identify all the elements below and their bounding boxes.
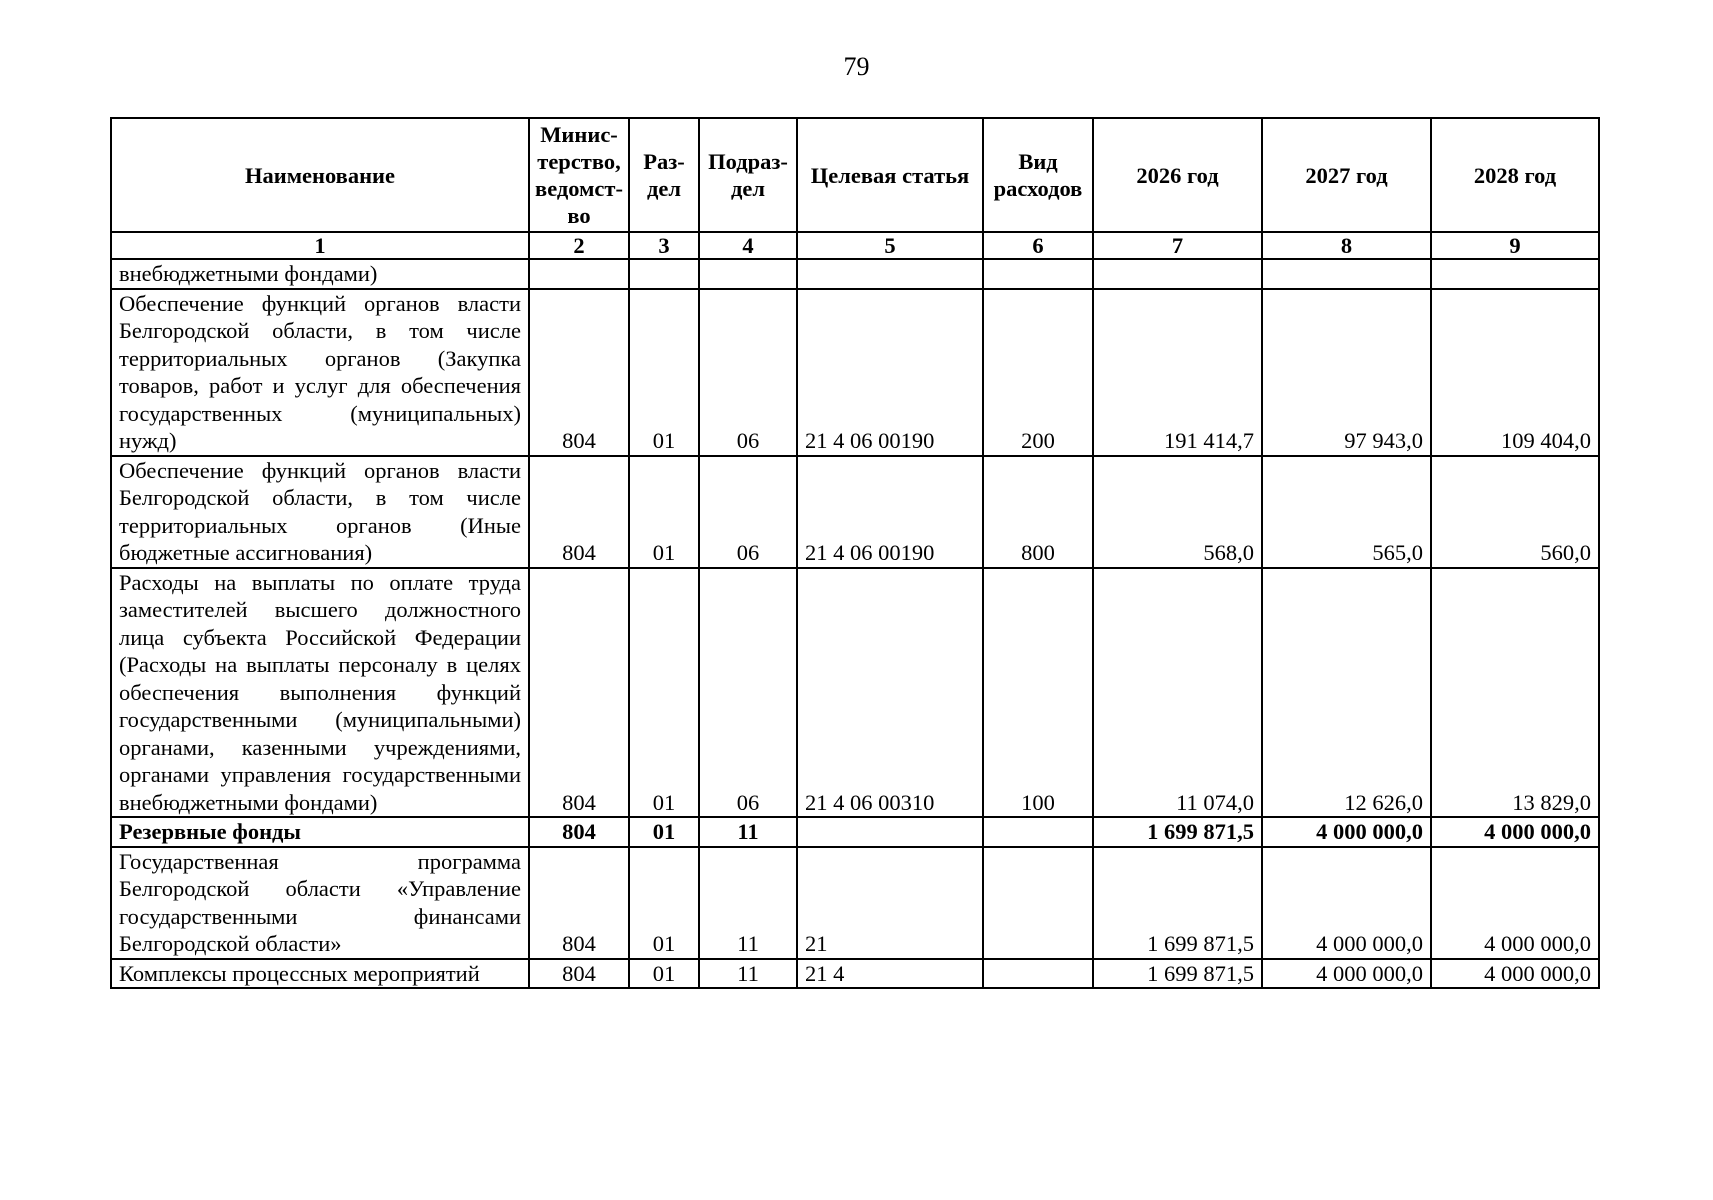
header-subsection: Подраз-дел	[699, 118, 797, 232]
row-year-2027: 97 943,0	[1262, 289, 1431, 456]
row-ministry: 804	[529, 817, 629, 847]
row-year-2028: 4 000 000,0	[1431, 817, 1599, 847]
row-year-2028: 4 000 000,0	[1431, 959, 1599, 989]
row-expense-kind: 200	[983, 289, 1093, 456]
row-name: Обеспечение функций органов власти Белгородской области, в том числе территориальных органов (Закупка товаров, работ и услуг для обеспечения государственных (муниципальных) нужд)	[111, 289, 529, 456]
row-section: 01	[629, 289, 699, 456]
table-row	[111, 289, 1599, 456]
table-row	[111, 456, 1599, 568]
row-year-2026: 11 074,0	[1093, 568, 1262, 818]
row-ministry: 804	[529, 456, 629, 568]
table-row-subtotal	[111, 817, 1599, 847]
row-target-article: 21	[797, 847, 983, 959]
column-number: 3	[629, 232, 699, 259]
row-target-article	[797, 817, 983, 847]
row-subsection: 11	[699, 959, 797, 989]
row-subsection: 06	[699, 289, 797, 456]
row-year-2026: 1 699 871,5	[1093, 847, 1262, 959]
row-name: Расходы на выплаты по оплате труда заместителей высшего должностного лица субъекта Российской Федерации (Расходы на выплаты персоналу в целях обеспечения выполнения функций государственными (муниципальными) органами, казенными учреждениями, органами управления государственными внебюджетными фондами)	[111, 568, 529, 818]
header-year-2028: 2028 год	[1431, 118, 1599, 232]
column-number: 8	[1262, 232, 1431, 259]
row-year-2028: 4 000 000,0	[1431, 847, 1599, 959]
row-year-2026: 1 699 871,5	[1093, 959, 1262, 989]
row-subsection: 06	[699, 568, 797, 818]
column-number-row	[111, 232, 1599, 259]
row-year-2027: 12 626,0	[1262, 568, 1431, 818]
row-year-2026: 191 414,7	[1093, 289, 1262, 456]
row-expense-kind	[983, 847, 1093, 959]
row-year-2028: 13 829,0	[1431, 568, 1599, 818]
row-ministry	[529, 259, 629, 289]
header-section: Раз-дел	[629, 118, 699, 232]
row-expense-kind	[983, 259, 1093, 289]
row-year-2027	[1262, 259, 1431, 289]
row-section: 01	[629, 847, 699, 959]
table-row	[111, 568, 1599, 818]
row-year-2028	[1431, 259, 1599, 289]
row-year-2027: 4 000 000,0	[1262, 847, 1431, 959]
row-subsection: 06	[699, 456, 797, 568]
row-year-2028: 109 404,0	[1431, 289, 1599, 456]
row-name: Обеспечение функций органов власти Белгородской области, в том числе территориальных органов (Иные бюджетные ассигнования)	[111, 456, 529, 568]
row-name: Резервные фонды	[111, 817, 529, 847]
row-ministry: 804	[529, 568, 629, 818]
budget-table	[110, 117, 1600, 989]
row-subsection: 11	[699, 847, 797, 959]
table-header-row	[111, 118, 1599, 232]
row-year-2026	[1093, 259, 1262, 289]
row-section	[629, 259, 699, 289]
column-number: 6	[983, 232, 1093, 259]
row-expense-kind	[983, 817, 1093, 847]
column-number: 2	[529, 232, 629, 259]
row-name: Государственная программа Белгородской области «Управление государственными финансами Белгородской области»	[111, 847, 529, 959]
row-year-2026: 568,0	[1093, 456, 1262, 568]
row-year-2027: 565,0	[1262, 456, 1431, 568]
table-row	[111, 959, 1599, 989]
row-year-2027: 4 000 000,0	[1262, 959, 1431, 989]
row-target-article: 21 4 06 00190	[797, 456, 983, 568]
column-number: 9	[1431, 232, 1599, 259]
header-name: Наименование	[111, 118, 529, 232]
header-target-article: Целевая статья	[797, 118, 983, 232]
row-subsection	[699, 259, 797, 289]
row-target-article	[797, 259, 983, 289]
column-number: 7	[1093, 232, 1262, 259]
header-year-2026: 2026 год	[1093, 118, 1262, 232]
header-expense-kind: Вид расходов	[983, 118, 1093, 232]
row-name: Комплексы процессных мероприятий	[111, 959, 529, 989]
table-row	[111, 259, 1599, 289]
row-section: 01	[629, 456, 699, 568]
row-expense-kind: 100	[983, 568, 1093, 818]
row-target-article: 21 4 06 00310	[797, 568, 983, 818]
row-name: внебюджетными фондами)	[111, 259, 529, 289]
header-year-2027: 2027 год	[1262, 118, 1431, 232]
row-year-2026: 1 699 871,5	[1093, 817, 1262, 847]
row-section: 01	[629, 959, 699, 989]
row-subsection: 11	[699, 817, 797, 847]
row-year-2027: 4 000 000,0	[1262, 817, 1431, 847]
row-ministry: 804	[529, 289, 629, 456]
row-year-2028: 560,0	[1431, 456, 1599, 568]
header-ministry: Минис-терство, ведомст-во	[529, 118, 629, 232]
row-expense-kind	[983, 959, 1093, 989]
row-target-article: 21 4 06 00190	[797, 289, 983, 456]
page-number: 79	[843, 52, 870, 81]
row-ministry: 804	[529, 959, 629, 989]
column-number: 1	[111, 232, 529, 259]
table-row	[111, 847, 1599, 959]
row-ministry: 804	[529, 847, 629, 959]
row-section: 01	[629, 817, 699, 847]
row-section: 01	[629, 568, 699, 818]
row-target-article: 21 4	[797, 959, 983, 989]
row-expense-kind: 800	[983, 456, 1093, 568]
column-number: 4	[699, 232, 797, 259]
column-number: 5	[797, 232, 983, 259]
